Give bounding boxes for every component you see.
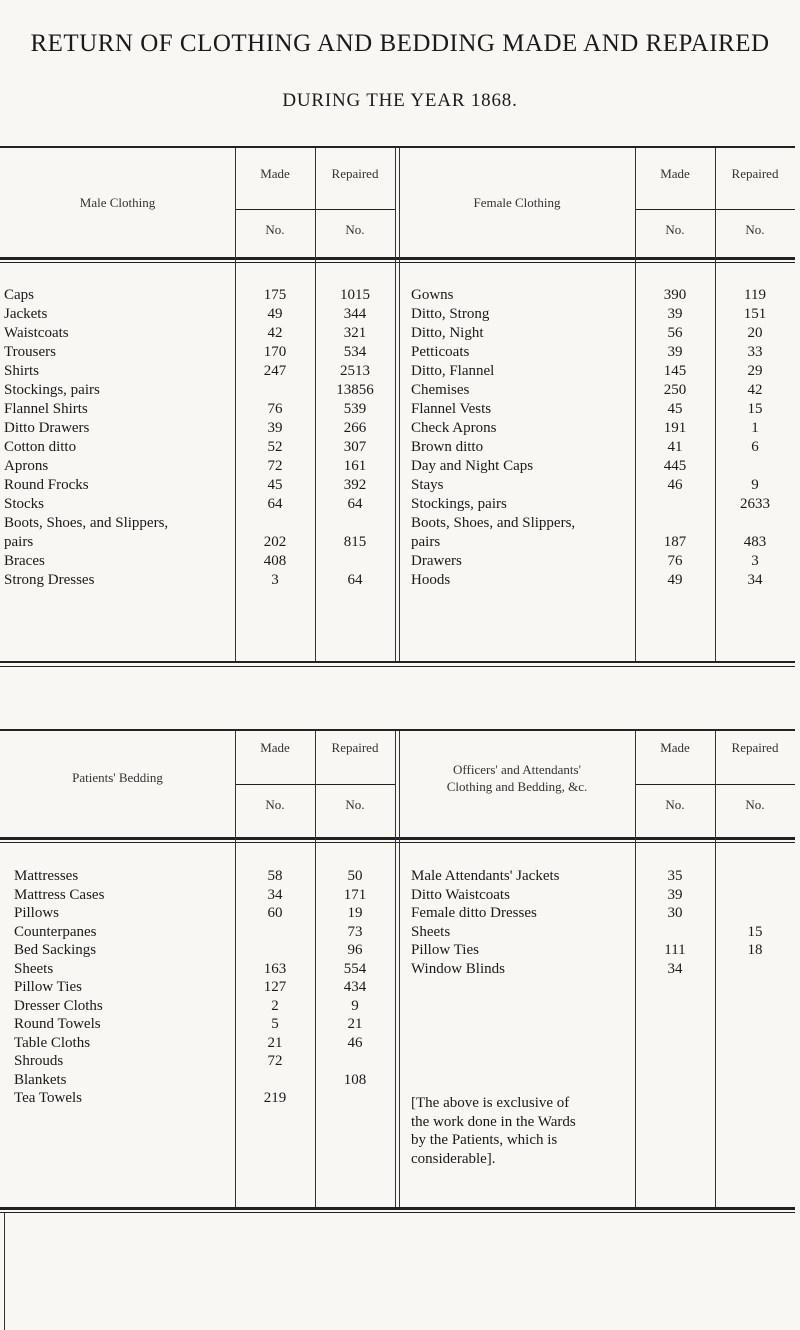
female-item: Chemises bbox=[411, 382, 470, 398]
no-header: No. bbox=[345, 797, 365, 812]
bedding-item: Bed Sackings bbox=[14, 942, 97, 958]
male-made: 175 bbox=[263, 287, 287, 303]
bedding-item: Table Cloths bbox=[14, 1034, 91, 1051]
page-edge-line bbox=[4, 1213, 5, 1330]
bedding-item: Mattresses bbox=[14, 868, 79, 884]
officer-made: 111 bbox=[664, 942, 686, 958]
male-repaired: 64 bbox=[347, 572, 363, 588]
female-repaired: 119 bbox=[744, 287, 766, 303]
female-clothing-header: Female Clothing bbox=[473, 195, 561, 210]
female-repaired: 2633 bbox=[740, 496, 770, 512]
female-item: pairs bbox=[411, 534, 441, 550]
male-repaired: 161 bbox=[343, 458, 367, 474]
bedding-repaired: 108 bbox=[343, 1071, 367, 1088]
male-made: 202 bbox=[263, 534, 287, 550]
table-row bbox=[0, 438, 795, 456]
female-item: Stays bbox=[411, 477, 444, 493]
male-item: Round Frocks bbox=[4, 477, 89, 493]
note-line: [The above is exclusive of bbox=[411, 1095, 570, 1111]
no-header: No. bbox=[265, 222, 285, 237]
female-repaired: 3 bbox=[751, 553, 759, 569]
female-made: 45 bbox=[667, 401, 683, 417]
bedding-repaired: 19 bbox=[347, 905, 363, 921]
male-item: Waistcoats bbox=[4, 325, 69, 341]
male-item: Braces bbox=[4, 553, 45, 569]
officer-item: Sheets bbox=[411, 923, 451, 940]
table-row bbox=[0, 381, 795, 399]
female-repaired: 34 bbox=[747, 572, 763, 588]
female-repaired: 15 bbox=[747, 401, 763, 417]
bedding-item: Shrouds bbox=[14, 1053, 64, 1069]
no-header: No. bbox=[265, 797, 285, 812]
table-rule bbox=[0, 666, 795, 667]
table-row bbox=[0, 343, 795, 361]
table-row bbox=[0, 552, 795, 570]
table-row bbox=[0, 571, 795, 589]
bedding-repaired: 9 bbox=[351, 997, 359, 1014]
female-made: 390 bbox=[663, 287, 687, 303]
table-rule bbox=[0, 262, 795, 263]
male-item: Flannel Shirts bbox=[4, 401, 88, 417]
female-made: 445 bbox=[663, 458, 687, 474]
table-row bbox=[0, 1052, 795, 1070]
male-repaired: 64 bbox=[347, 496, 363, 512]
bedding-item: Counterpanes bbox=[14, 923, 97, 940]
male-item: Cotton ditto bbox=[4, 439, 77, 455]
officers-header-line1: Officers' and Attendants' bbox=[453, 762, 581, 777]
female-made: 145 bbox=[663, 363, 687, 379]
bedding-made: 2 bbox=[271, 997, 279, 1014]
bedding-repaired: 50 bbox=[347, 868, 363, 884]
female-item: Ditto, Night bbox=[411, 325, 484, 341]
male-item: Shirts bbox=[4, 363, 40, 379]
male-repaired: 2513 bbox=[340, 363, 370, 379]
bedding-item: Sheets bbox=[14, 960, 54, 977]
male-item: Jackets bbox=[4, 306, 48, 322]
made-header: Made bbox=[260, 166, 290, 181]
exclusion-note bbox=[411, 1094, 576, 1168]
table-row bbox=[0, 997, 795, 1015]
bedding-item: Pillows bbox=[14, 905, 60, 921]
male-item: Caps bbox=[4, 287, 34, 303]
female-repaired: 151 bbox=[743, 306, 767, 322]
male-item: Ditto Drawers bbox=[4, 420, 90, 436]
male-item: Stockings, pairs bbox=[4, 382, 100, 398]
table-rule bbox=[0, 257, 795, 260]
bedding-item: Dresser Cloths bbox=[14, 997, 103, 1014]
table-row bbox=[0, 305, 795, 323]
female-made: 250 bbox=[663, 382, 687, 398]
male-item: Strong Dresses bbox=[4, 572, 95, 588]
table-row bbox=[0, 978, 795, 996]
officers-header-line2: Clothing and Bedding, &c. bbox=[446, 779, 588, 794]
table-row bbox=[0, 923, 795, 941]
female-item: Petticoats bbox=[411, 344, 470, 360]
bedding-made: 163 bbox=[263, 960, 287, 977]
female-repaired: 33 bbox=[747, 344, 763, 360]
officer-made: 34 bbox=[667, 960, 683, 977]
officer-item: Pillow Ties bbox=[411, 942, 479, 958]
male-made: 76 bbox=[267, 401, 283, 417]
officer-item: Female ditto Dresses bbox=[411, 905, 537, 921]
male-made: 170 bbox=[263, 344, 287, 360]
bedding-made: 34 bbox=[267, 886, 283, 903]
table-rule bbox=[0, 661, 795, 663]
made-header: Made bbox=[660, 166, 690, 181]
officer-made: 39 bbox=[667, 886, 683, 903]
female-item: Check Aprons bbox=[411, 420, 497, 436]
bedding-made: 5 bbox=[271, 1016, 279, 1032]
repaired-header: Repaired bbox=[731, 740, 779, 755]
bedding-repaired: 554 bbox=[343, 960, 367, 977]
note-line: by the Patients, which is bbox=[411, 1132, 558, 1148]
male-repaired: 307 bbox=[343, 439, 367, 455]
bedding-made: 219 bbox=[263, 1090, 287, 1106]
female-made: 41 bbox=[667, 439, 683, 455]
male-made: 45 bbox=[267, 477, 283, 493]
female-item: Drawers bbox=[411, 553, 462, 569]
female-repaired: 29 bbox=[747, 363, 763, 379]
bedding-made: 60 bbox=[267, 905, 283, 921]
officer-repaired: 18 bbox=[747, 942, 763, 958]
table-row bbox=[0, 867, 795, 885]
female-repaired: 9 bbox=[751, 477, 759, 493]
male-repaired: 1015 bbox=[340, 287, 370, 303]
female-item: Gowns bbox=[411, 287, 454, 303]
male-item: Boots, Shoes, and Slippers, bbox=[4, 515, 169, 531]
table-row bbox=[0, 886, 795, 904]
bedding-item: Blankets bbox=[14, 1071, 67, 1088]
table-row bbox=[0, 533, 795, 551]
officer-made: 35 bbox=[667, 868, 683, 884]
female-repaired: 42 bbox=[747, 382, 763, 398]
repaired-header: Repaired bbox=[331, 166, 379, 181]
table-row bbox=[0, 286, 795, 304]
female-repaired: 1 bbox=[751, 420, 759, 436]
male-made: 72 bbox=[267, 458, 283, 474]
male-repaired: 321 bbox=[343, 325, 367, 341]
male-made: 408 bbox=[263, 553, 287, 569]
table-row bbox=[0, 904, 795, 922]
patients-bedding-header: Patients' Bedding bbox=[72, 770, 163, 785]
bedding-made: 21 bbox=[267, 1034, 283, 1051]
female-item: Day and Night Caps bbox=[411, 458, 534, 474]
male-repaired: 266 bbox=[343, 420, 367, 436]
bedding-made: 58 bbox=[267, 868, 283, 884]
made-header: Made bbox=[660, 740, 690, 755]
table-row bbox=[0, 457, 795, 475]
male-item: pairs bbox=[4, 534, 34, 550]
male-made: 39 bbox=[267, 420, 283, 436]
female-item: Brown ditto bbox=[411, 439, 484, 455]
table-row bbox=[0, 419, 795, 437]
male-repaired: 13856 bbox=[336, 382, 374, 398]
female-made: 46 bbox=[667, 477, 683, 493]
male-repaired: 344 bbox=[343, 306, 367, 322]
male-clothing-header: Male Clothing bbox=[79, 195, 156, 210]
bedding-repaired: 46 bbox=[347, 1034, 363, 1051]
table-rule bbox=[0, 146, 795, 148]
female-made: 76 bbox=[667, 553, 683, 569]
no-header: No. bbox=[665, 797, 685, 812]
male-made: 64 bbox=[267, 496, 283, 512]
table-rule bbox=[0, 729, 795, 731]
bedding-item: Mattress Cases bbox=[14, 886, 105, 903]
female-item: Boots, Shoes, and Slippers, bbox=[411, 515, 576, 531]
no-header: No. bbox=[745, 222, 765, 237]
female-repaired: 483 bbox=[743, 534, 767, 550]
male-item: Trousers bbox=[4, 344, 56, 360]
male-made: 247 bbox=[263, 363, 287, 379]
bedding-made: 127 bbox=[263, 979, 287, 995]
table-row bbox=[0, 400, 795, 418]
officer-item: Male Attendants' Jackets bbox=[411, 868, 560, 884]
no-header: No. bbox=[345, 222, 365, 237]
table-row bbox=[0, 495, 795, 513]
repaired-header: Repaired bbox=[731, 166, 779, 181]
male-made: 3 bbox=[271, 572, 279, 588]
table-row bbox=[0, 1034, 795, 1052]
page-subtitle: DURING THE YEAR 1868. bbox=[282, 90, 518, 111]
page-title: RETURN OF CLOTHING AND BEDDING MADE AND REPAIRED bbox=[30, 30, 770, 57]
male-repaired: 392 bbox=[343, 477, 367, 493]
bedding-item: Round Towels bbox=[14, 1016, 101, 1032]
table-rule bbox=[0, 842, 795, 843]
male-made: 52 bbox=[267, 439, 283, 455]
repaired-header: Repaired bbox=[331, 740, 379, 755]
no-header: No. bbox=[745, 797, 765, 812]
bedding-repaired: 73 bbox=[347, 923, 363, 940]
female-item: Hoods bbox=[411, 572, 451, 588]
no-header: No. bbox=[665, 222, 685, 237]
table-row bbox=[0, 362, 795, 380]
table-row bbox=[0, 1015, 795, 1033]
female-item: Stockings, pairs bbox=[411, 496, 507, 512]
table-row bbox=[0, 476, 795, 494]
female-made: 187 bbox=[663, 534, 687, 550]
male-made: 49 bbox=[267, 306, 283, 322]
table-rule bbox=[0, 1212, 795, 1213]
male-repaired: 539 bbox=[343, 401, 367, 417]
female-made: 39 bbox=[667, 306, 683, 322]
bedding-item: Pillow Ties bbox=[14, 979, 82, 995]
female-made: 191 bbox=[663, 420, 687, 436]
table-rule bbox=[0, 837, 795, 840]
female-repaired: 6 bbox=[751, 439, 759, 455]
male-made: 42 bbox=[267, 325, 283, 341]
note-line: the work done in the Wards bbox=[411, 1113, 576, 1130]
female-made: 56 bbox=[667, 325, 683, 341]
bedding-repaired: 21 bbox=[347, 1016, 363, 1032]
officer-item: Ditto Waistcoats bbox=[411, 886, 510, 903]
male-repaired: 815 bbox=[343, 534, 367, 550]
female-made: 39 bbox=[667, 344, 683, 360]
bedding-repaired: 171 bbox=[343, 886, 367, 903]
male-item: Aprons bbox=[4, 458, 49, 474]
bedding-repaired: 434 bbox=[343, 979, 367, 995]
male-item: Stocks bbox=[4, 496, 45, 512]
officer-made: 30 bbox=[667, 905, 683, 921]
bedding-item: Tea Towels bbox=[14, 1090, 83, 1106]
officer-item: Window Blinds bbox=[411, 960, 505, 977]
female-repaired: 20 bbox=[747, 325, 763, 341]
table-row bbox=[0, 960, 795, 978]
female-item: Ditto, Strong bbox=[411, 306, 490, 322]
female-made: 49 bbox=[667, 572, 683, 588]
female-item: Ditto, Flannel bbox=[411, 363, 495, 379]
female-item: Flannel Vests bbox=[411, 401, 492, 417]
table-row bbox=[0, 1071, 795, 1089]
male-repaired: 534 bbox=[343, 344, 367, 360]
made-header: Made bbox=[260, 740, 290, 755]
table-row bbox=[0, 1089, 795, 1107]
bedding-repaired: 96 bbox=[347, 942, 363, 958]
table-row bbox=[0, 514, 795, 532]
bedding-made: 72 bbox=[267, 1053, 283, 1069]
note-line: considerable]. bbox=[411, 1150, 496, 1167]
table-row bbox=[0, 324, 795, 342]
table-row bbox=[0, 941, 795, 959]
officer-repaired: 15 bbox=[747, 923, 763, 940]
table-rule bbox=[0, 1207, 795, 1210]
